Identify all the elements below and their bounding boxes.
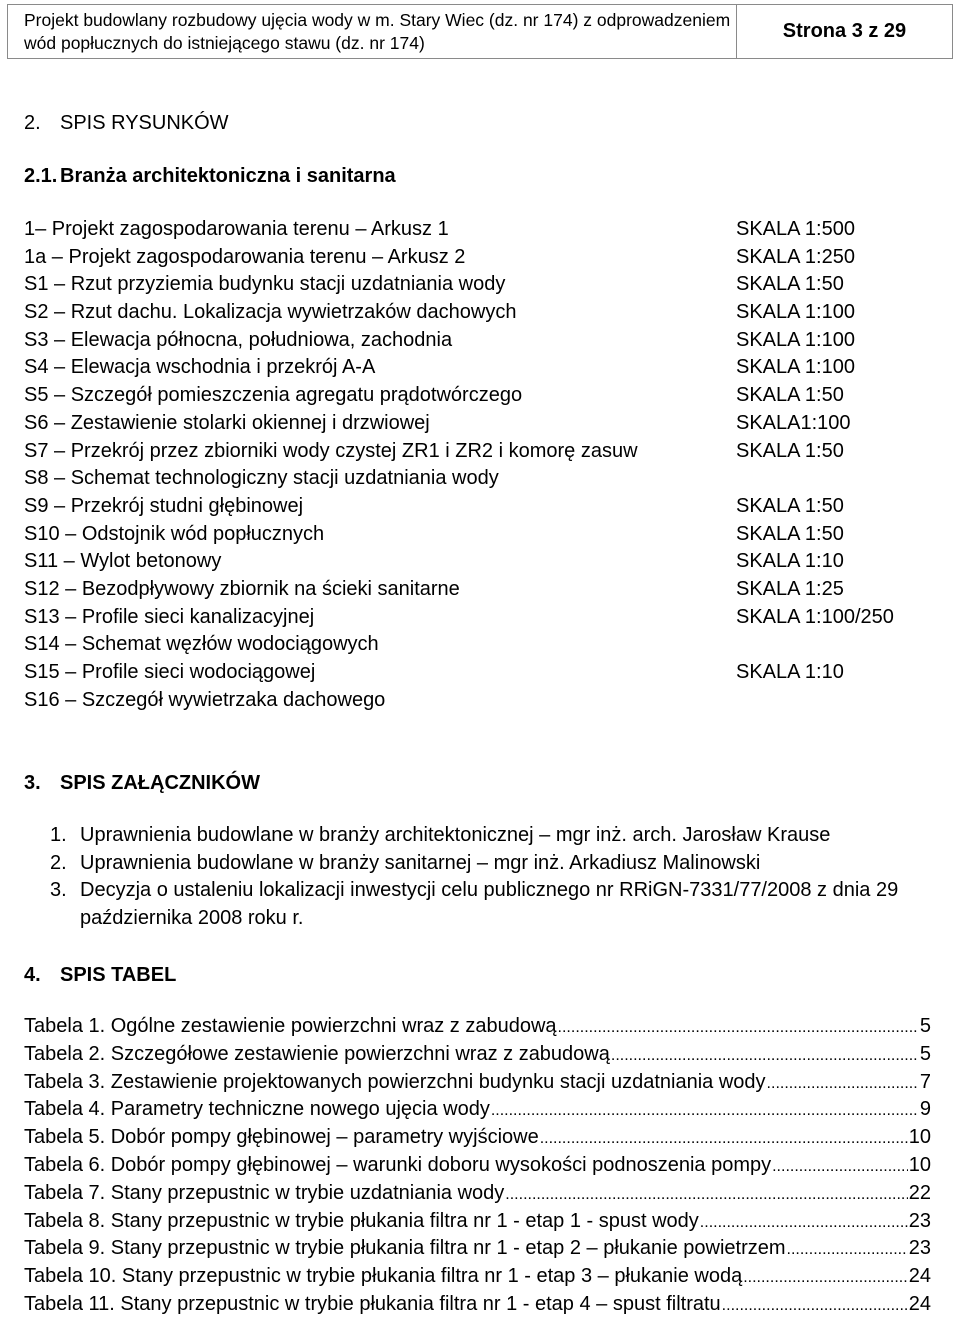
drawing-row: [24, 327, 934, 355]
table-entry-page: 10: [908, 1153, 931, 1176]
drawing-row: [24, 631, 934, 659]
drawing-row: [24, 244, 934, 272]
drawing-name: S3 – Elewacja północna, południowa, zachodnia: [24, 328, 453, 351]
attachment-text: Uprawnienia budowlane w branży architektonicznej – mgr inż. arch. Jarosław Krause: [80, 824, 831, 846]
section-4-number: 4.: [24, 964, 41, 986]
section-4-heading: [24, 963, 176, 987]
drawing-row: [24, 382, 934, 410]
drawing-row: [24, 521, 934, 549]
table-entry-label: Tabela 3. Zestawienie projektowanych powierzchni budynku stacji uzdatniania wody: [24, 1070, 766, 1093]
attachment-number: 3.: [50, 879, 67, 902]
drawing-row: [24, 216, 934, 244]
drawing-row: [24, 687, 934, 715]
dot-leader: [558, 1014, 919, 1041]
table-entry[interactable]: [24, 1291, 931, 1319]
dot-leader: [767, 1070, 919, 1097]
dot-leader: [722, 1292, 908, 1319]
table-entry-label: Tabela 4. Parametry techniczne nowego ujęcia wody: [24, 1098, 490, 1121]
attachment-item: [50, 850, 930, 878]
header-title-line-1: Projekt budowlany rozbudowy ujęcia wody w m. Stary Wiec (dz. nr 174) z odprowadzeniem: [24, 10, 731, 30]
table-entry-label: Tabela 7. Stany przepustnic w trybie uzdatniania wody: [24, 1181, 505, 1204]
drawing-row: [24, 299, 934, 327]
section-2-1-number: 2.1.: [24, 165, 58, 187]
attachment-number: 1.: [50, 824, 67, 846]
table-entry-label: Tabela 11. Stany przepustnic w trybie płukania filtra nr 1 - etap 4 – spust filtratu: [24, 1292, 721, 1315]
drawing-row: [24, 659, 934, 687]
table-entry-page: 9: [919, 1098, 931, 1121]
table-entry-page: 5: [919, 1042, 931, 1065]
drawing-row: [24, 438, 934, 466]
drawing-row: [24, 465, 934, 493]
drawing-name: S4 – Elewacja wschodnia i przekrój A-A: [24, 356, 376, 379]
dot-leader: [743, 1264, 908, 1291]
table-entry-label: Tabela 2. Szczegółowe zestawienie powierzchni wraz z zabudową: [24, 1042, 610, 1065]
section-3-title: SPIS ZAŁĄCZNIKÓW: [60, 772, 260, 794]
drawing-name: S10 – Odstojnik wód popłucznych: [24, 522, 325, 545]
drawing-name: S9 – Przekrój studni głębinowej: [24, 494, 304, 517]
table-entry-label: Tabela 9. Stany przepustnic w trybie płukania filtra nr 1 - etap 2 – płukanie powietrzem: [24, 1237, 786, 1260]
header-title: [8, 5, 737, 58]
page-header: [7, 4, 953, 59]
attachment-item: [50, 877, 930, 932]
drawing-name: S13 – Profile sieci kanalizacyjnej: [24, 605, 315, 628]
drawing-scale: SKALA 1:100/250: [736, 605, 894, 628]
section-3-number: 3.: [24, 772, 41, 794]
drawing-name: S2 – Rzut dachu. Lokalizacja wywietrzaków dachowych: [24, 301, 517, 324]
drawing-row: [24, 410, 934, 438]
drawing-name: S1 – Rzut przyziemia budynku stacji uzdatniania wody: [24, 273, 506, 296]
table-entry-page: 22: [908, 1181, 931, 1204]
table-entry[interactable]: [24, 1263, 931, 1291]
drawing-name: S12 – Bezodpływowy zbiornik na ścieki sanitarne: [24, 577, 460, 600]
attachment-item: [50, 822, 930, 850]
drawing-scale: SKALA 1:100: [736, 328, 855, 351]
section-2-heading: [24, 111, 229, 135]
dot-leader: [505, 1181, 907, 1208]
table-entry-label: Tabela 5. Dobór pompy głębinowej – parametry wyjściowe: [24, 1126, 539, 1149]
table-entry-page: 24: [908, 1292, 931, 1315]
drawing-row: [24, 576, 934, 604]
drawing-scale: SKALA1:100: [736, 411, 851, 434]
section-2-1-title: Branża architektoniczna i sanitarna: [60, 165, 396, 187]
table-entry[interactable]: [24, 1208, 931, 1236]
table-entry-page: 24: [908, 1265, 931, 1288]
table-entry-page: 23: [908, 1237, 931, 1260]
drawing-scale: SKALA 1:100: [736, 301, 855, 324]
drawing-name: S11 – Wylot betonowy: [24, 550, 222, 573]
drawing-scale: SKALA 1:50: [736, 384, 844, 407]
table-entry[interactable]: [24, 1152, 931, 1180]
dot-leader: [787, 1236, 908, 1263]
header-title-line-2: wód popłucznych do istniejącego stawu (dz. nr 174): [24, 33, 425, 53]
section-4-title: SPIS TABEL: [60, 964, 177, 986]
table-entry[interactable]: [24, 1013, 931, 1041]
table-entry[interactable]: [24, 1096, 931, 1124]
tables-list: [24, 1013, 931, 1319]
drawing-scale: SKALA 1:25: [736, 577, 844, 600]
dot-leader: [700, 1209, 908, 1236]
drawing-name: S8 – Schemat technologiczny stacji uzdatniania wody: [24, 467, 499, 490]
drawing-scale: SKALA 1:50: [736, 522, 844, 545]
drawings-list: [24, 216, 934, 714]
table-entry[interactable]: [24, 1235, 931, 1263]
drawing-name: S16 – Szczegół wywietrzaka dachowego: [24, 688, 386, 711]
dot-leader: [540, 1125, 908, 1152]
drawing-name: S5 – Szczegół pomieszczenia agregatu prądotwórczego: [24, 384, 523, 407]
table-entry[interactable]: [24, 1124, 931, 1152]
table-entry[interactable]: [24, 1041, 931, 1069]
section-2-1-heading: [24, 164, 396, 188]
table-entry[interactable]: [24, 1069, 931, 1097]
drawing-scale: SKALA 1:10: [736, 550, 844, 573]
section-2-number: 2.: [24, 112, 41, 134]
table-entry-label: Tabela 10. Stany przepustnic w trybie płukania filtra nr 1 - etap 3 – płukanie wodą: [24, 1265, 743, 1288]
drawing-scale: SKALA 1:100: [736, 356, 855, 379]
drawing-row: [24, 354, 934, 382]
drawing-scale: SKALA 1:250: [736, 245, 855, 268]
table-entry-page: 10: [908, 1126, 931, 1149]
table-entry-label: Tabela 1. Ogólne zestawienie powierzchni wraz z zabudową: [24, 1015, 557, 1037]
attachments-list: [50, 822, 930, 933]
section-3-heading: [24, 771, 260, 795]
table-entry-label: Tabela 8. Stany przepustnic w trybie płukania filtra nr 1 - etap 1 - spust wody: [24, 1209, 699, 1232]
attachment-text: Uprawnienia budowlane w branży sanitarnej – mgr inż. Arkadiusz Malinowski: [80, 851, 761, 874]
drawing-name: S14 – Schemat węzłów wodociągowych: [24, 633, 379, 656]
drawing-scale: SKALA 1:10: [736, 661, 844, 683]
table-entry-label: Tabela 6. Dobór pompy głębinowej – warunki doboru wysokości podnoszenia pompy: [24, 1153, 772, 1176]
drawing-name: 1– Projekt zagospodarowania terenu – Arkusz 1: [24, 218, 449, 240]
drawing-row: [24, 493, 934, 521]
drawing-scale: SKALA 1:50: [736, 439, 844, 462]
drawing-name: 1a – Projekt zagospodarowania terenu – Arkusz 2: [24, 245, 466, 268]
drawing-row: [24, 548, 934, 576]
dot-leader: [772, 1153, 908, 1180]
drawing-name: S15 – Profile sieci wodociągowej: [24, 661, 316, 683]
drawing-scale: SKALA 1:500: [736, 218, 855, 240]
drawing-name: S7 – Przekrój przez zbiorniki wody czystej ZR1 i ZR2 i komorę zasuw: [24, 439, 638, 462]
drawing-scale: SKALA 1:50: [736, 273, 844, 296]
dot-leader: [611, 1042, 919, 1069]
table-entry-page: 7: [919, 1070, 931, 1093]
dot-leader: [491, 1097, 919, 1124]
page-number: Strona 3 z 29: [782, 20, 907, 42]
attachment-number: 2.: [50, 851, 67, 874]
drawing-row: [24, 271, 934, 299]
drawing-name: S6 – Zestawienie stolarki okiennej i drzwiowej: [24, 411, 430, 434]
attachment-text: Decyzja o ustaleniu lokalizacji inwestycji celu publicznego nr RRiGN-7331/77/2008 z dnia 29 października 2008 roku r.: [80, 879, 899, 930]
drawing-row: [24, 604, 934, 632]
table-entry[interactable]: [24, 1180, 931, 1208]
section-2-title: SPIS RYSUNKÓW: [60, 112, 229, 134]
drawing-scale: SKALA 1:50: [736, 494, 844, 517]
table-entry-page: 23: [908, 1209, 931, 1232]
table-entry-page: 5: [919, 1015, 931, 1037]
